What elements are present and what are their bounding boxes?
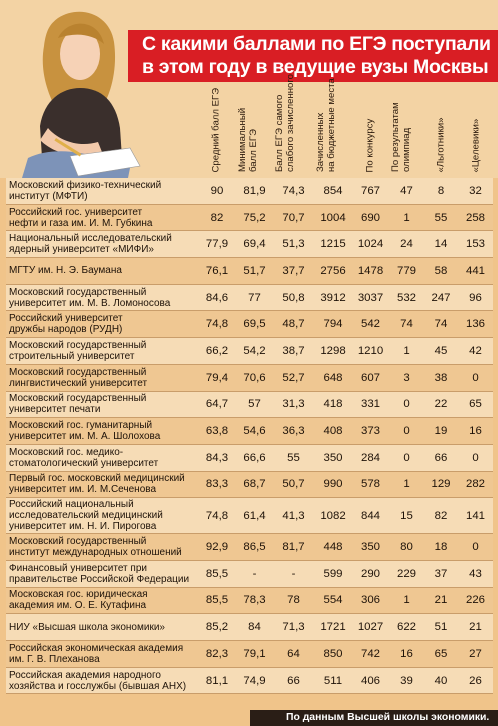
cell-olympiad: 74 bbox=[389, 311, 424, 338]
col-head-weakest-score: Балл ЕГЭ самого слабого зачисленного bbox=[274, 73, 296, 172]
cell-privileged: 129 bbox=[424, 471, 458, 498]
cell-budget-enrolled: 554 bbox=[314, 587, 352, 614]
cell-weakest-score: 50,8 bbox=[273, 284, 314, 311]
cell-budget-enrolled: 350 bbox=[314, 444, 352, 471]
cell-olympiad: 16 bbox=[389, 641, 424, 668]
col-head-budget-enrolled: Зачисленных на бюджетные места bbox=[315, 78, 337, 172]
cell-olympiad: 1 bbox=[389, 587, 424, 614]
cell-targeted: 65 bbox=[458, 391, 493, 418]
cell-targeted: 96 bbox=[458, 284, 493, 311]
cell-weakest-score: 50,7 bbox=[273, 471, 314, 498]
cell-olympiad: 779 bbox=[389, 258, 424, 285]
cell-weakest-score: 51,3 bbox=[273, 231, 314, 258]
cell-olympiad: 39 bbox=[389, 667, 424, 694]
university-name: Московский гос. медико- стоматологический университет bbox=[6, 444, 198, 471]
cell-avg-score: 76,1 bbox=[198, 258, 236, 285]
cell-by-contest: 1024 bbox=[352, 231, 389, 258]
cell-targeted: 258 bbox=[458, 204, 493, 231]
cell-privileged: 14 bbox=[424, 231, 458, 258]
cell-avg-score: 77,9 bbox=[198, 231, 236, 258]
table-row bbox=[6, 231, 493, 258]
cell-min-score: 69,4 bbox=[236, 231, 273, 258]
cell-budget-enrolled: 408 bbox=[314, 418, 352, 445]
cell-by-contest: 578 bbox=[352, 471, 389, 498]
university-name: Финансовый университет при правительстве Российской Федерации bbox=[6, 560, 198, 587]
cell-by-contest: 607 bbox=[352, 364, 389, 391]
cell-min-score: 84 bbox=[236, 614, 273, 641]
cell-olympiad: 1 bbox=[389, 471, 424, 498]
cell-targeted: 136 bbox=[458, 311, 493, 338]
cell-weakest-score: 37,7 bbox=[273, 258, 314, 285]
cell-avg-score: 74,8 bbox=[198, 311, 236, 338]
cell-min-score: 86,5 bbox=[236, 534, 273, 561]
cell-olympiad: 15 bbox=[389, 498, 424, 534]
table-row bbox=[6, 284, 493, 311]
university-name: Московский государственный институт международных отношений bbox=[6, 534, 198, 561]
col-head-privileged: «Льготники» bbox=[435, 117, 447, 172]
cell-min-score: 54,6 bbox=[236, 418, 273, 445]
cell-privileged: 40 bbox=[424, 667, 458, 694]
title-line-1: С какими баллами по ЕГЭ поступали bbox=[142, 33, 491, 55]
university-name: Российский национальный исследовательский медицинский университет им. Н. И. Пирогова bbox=[6, 498, 198, 534]
table-row bbox=[6, 560, 493, 587]
university-name: Московский государственный университет им. М. В. Ломоносова bbox=[6, 284, 198, 311]
cell-by-contest: 406 bbox=[352, 667, 389, 694]
cell-targeted: 42 bbox=[458, 338, 493, 365]
university-name: Российский гос. университет нефти и газа им. И. М. Губкина bbox=[6, 204, 198, 231]
cell-avg-score: 82,3 bbox=[198, 641, 236, 668]
table-row bbox=[6, 641, 493, 668]
table-row bbox=[6, 534, 493, 561]
cell-by-contest: 844 bbox=[352, 498, 389, 534]
table-row bbox=[6, 311, 493, 338]
table-row bbox=[6, 587, 493, 614]
university-name: НИУ «Высшая школа экономики» bbox=[6, 614, 198, 641]
cell-min-score: 75,2 bbox=[236, 204, 273, 231]
university-name: Московский государственный университет печати bbox=[6, 391, 198, 418]
cell-avg-score: 79,4 bbox=[198, 364, 236, 391]
cell-by-contest: 306 bbox=[352, 587, 389, 614]
cell-targeted: 141 bbox=[458, 498, 493, 534]
col-head-min-score: Минимальный балл ЕГЭ bbox=[237, 107, 259, 172]
cell-weakest-score: 70,7 bbox=[273, 204, 314, 231]
cell-by-contest: 542 bbox=[352, 311, 389, 338]
cell-by-contest: 1210 bbox=[352, 338, 389, 365]
cell-targeted: 153 bbox=[458, 231, 493, 258]
cell-privileged: 74 bbox=[424, 311, 458, 338]
col-head-olympiad: По результатам олимпиад bbox=[390, 102, 412, 172]
cell-olympiad: 24 bbox=[389, 231, 424, 258]
col-head-targeted: «Целевики» bbox=[470, 118, 482, 172]
table-row bbox=[6, 364, 493, 391]
table-row bbox=[6, 204, 493, 231]
cell-budget-enrolled: 1082 bbox=[314, 498, 352, 534]
table-row bbox=[6, 178, 493, 204]
cell-by-contest: 690 bbox=[352, 204, 389, 231]
cell-by-contest: 350 bbox=[352, 534, 389, 561]
cell-by-contest: 331 bbox=[352, 391, 389, 418]
title-line-2: в этом году в ведущие вузы Москвы bbox=[142, 56, 489, 78]
cell-targeted: 26 bbox=[458, 667, 493, 694]
cell-weakest-score: 55 bbox=[273, 444, 314, 471]
cell-min-score: 66,6 bbox=[236, 444, 273, 471]
table-row bbox=[6, 498, 493, 534]
table-row bbox=[6, 258, 493, 285]
cell-targeted: 441 bbox=[458, 258, 493, 285]
cell-min-score: 81,9 bbox=[236, 178, 273, 204]
cell-by-contest: 3037 bbox=[352, 284, 389, 311]
cell-olympiad: 47 bbox=[389, 178, 424, 204]
cell-weakest-score: 74,3 bbox=[273, 178, 314, 204]
cell-privileged: 82 bbox=[424, 498, 458, 534]
cell-avg-score: 85,5 bbox=[198, 587, 236, 614]
cell-by-contest: 1478 bbox=[352, 258, 389, 285]
cell-privileged: 65 bbox=[424, 641, 458, 668]
cell-avg-score: 81,1 bbox=[198, 667, 236, 694]
cell-weakest-score: 66 bbox=[273, 667, 314, 694]
cell-min-score: 51,7 bbox=[236, 258, 273, 285]
university-name: Московский гос. гуманитарный университет им. М. А. Шолохова bbox=[6, 418, 198, 445]
cell-privileged: 51 bbox=[424, 614, 458, 641]
table-row bbox=[6, 444, 493, 471]
cell-by-contest: 290 bbox=[352, 560, 389, 587]
col-head-avg-score: Средний балл ЕГЭ bbox=[210, 87, 222, 172]
cell-weakest-score: 36,3 bbox=[273, 418, 314, 445]
col-head-by-contest: По конкурсу bbox=[364, 118, 376, 172]
cell-budget-enrolled: 1004 bbox=[314, 204, 352, 231]
cell-weakest-score: 71,3 bbox=[273, 614, 314, 641]
cell-weakest-score: 78 bbox=[273, 587, 314, 614]
cell-min-score: 68,7 bbox=[236, 471, 273, 498]
university-name: Российская экономическая академия им. Г. В. Плеханова bbox=[6, 641, 198, 668]
cell-budget-enrolled: 648 bbox=[314, 364, 352, 391]
cell-avg-score: 74,8 bbox=[198, 498, 236, 534]
cell-min-score: 61,4 bbox=[236, 498, 273, 534]
university-name: Московский государственный лингвистический университет bbox=[6, 364, 198, 391]
table-row bbox=[6, 418, 493, 445]
cell-min-score: 79,1 bbox=[236, 641, 273, 668]
cell-min-score: 69,5 bbox=[236, 311, 273, 338]
cell-avg-score: 92,9 bbox=[198, 534, 236, 561]
cell-olympiad: 0 bbox=[389, 418, 424, 445]
university-name: Московский государственный строительный университет bbox=[6, 338, 198, 365]
cell-min-score: 54,2 bbox=[236, 338, 273, 365]
cell-by-contest: 1027 bbox=[352, 614, 389, 641]
university-name: Московская гос. юридическая академия им. О. Е. Кутафина bbox=[6, 587, 198, 614]
cell-min-score: - bbox=[236, 560, 273, 587]
cell-budget-enrolled: 2756 bbox=[314, 258, 352, 285]
cell-targeted: 282 bbox=[458, 471, 493, 498]
university-name: МГТУ им. Н. Э. Баумана bbox=[6, 258, 198, 285]
cell-targeted: 21 bbox=[458, 614, 493, 641]
cell-budget-enrolled: 1215 bbox=[314, 231, 352, 258]
cell-budget-enrolled: 794 bbox=[314, 311, 352, 338]
cell-avg-score: 82 bbox=[198, 204, 236, 231]
cell-budget-enrolled: 599 bbox=[314, 560, 352, 587]
cell-weakest-score: - bbox=[273, 560, 314, 587]
cell-budget-enrolled: 854 bbox=[314, 178, 352, 204]
cell-olympiad: 0 bbox=[389, 391, 424, 418]
cell-privileged: 19 bbox=[424, 418, 458, 445]
cell-weakest-score: 52,7 bbox=[273, 364, 314, 391]
cell-budget-enrolled: 448 bbox=[314, 534, 352, 561]
source-footer: По данным Высшей школы экономики. bbox=[250, 710, 498, 726]
table-row bbox=[6, 471, 493, 498]
cell-targeted: 32 bbox=[458, 178, 493, 204]
cell-olympiad: 622 bbox=[389, 614, 424, 641]
cell-budget-enrolled: 850 bbox=[314, 641, 352, 668]
cell-olympiad: 532 bbox=[389, 284, 424, 311]
cell-avg-score: 66,2 bbox=[198, 338, 236, 365]
cell-privileged: 8 bbox=[424, 178, 458, 204]
cell-privileged: 22 bbox=[424, 391, 458, 418]
cell-olympiad: 229 bbox=[389, 560, 424, 587]
university-name: Российский университет дружбы народов (РУДН) bbox=[6, 311, 198, 338]
university-name: Московский физико-технический институт (МФТИ) bbox=[6, 178, 198, 204]
cell-olympiad: 80 bbox=[389, 534, 424, 561]
cell-min-score: 77 bbox=[236, 284, 273, 311]
table-row bbox=[6, 614, 493, 641]
cell-weakest-score: 38,7 bbox=[273, 338, 314, 365]
cell-weakest-score: 41,3 bbox=[273, 498, 314, 534]
cell-weakest-score: 64 bbox=[273, 641, 314, 668]
cell-avg-score: 64,7 bbox=[198, 391, 236, 418]
cell-targeted: 27 bbox=[458, 641, 493, 668]
cell-privileged: 58 bbox=[424, 258, 458, 285]
cell-weakest-score: 31,3 bbox=[273, 391, 314, 418]
cell-by-contest: 284 bbox=[352, 444, 389, 471]
cell-privileged: 21 bbox=[424, 587, 458, 614]
cell-avg-score: 63,8 bbox=[198, 418, 236, 445]
cell-privileged: 38 bbox=[424, 364, 458, 391]
cell-targeted: 0 bbox=[458, 534, 493, 561]
cell-weakest-score: 48,7 bbox=[273, 311, 314, 338]
cell-avg-score: 85,5 bbox=[198, 560, 236, 587]
cell-by-contest: 373 bbox=[352, 418, 389, 445]
cell-budget-enrolled: 1298 bbox=[314, 338, 352, 365]
cell-avg-score: 84,6 bbox=[198, 284, 236, 311]
cell-targeted: 226 bbox=[458, 587, 493, 614]
cell-budget-enrolled: 3912 bbox=[314, 284, 352, 311]
universities-table bbox=[6, 178, 493, 694]
cell-avg-score: 84,3 bbox=[198, 444, 236, 471]
cell-privileged: 37 bbox=[424, 560, 458, 587]
table-row bbox=[6, 667, 493, 694]
cell-budget-enrolled: 511 bbox=[314, 667, 352, 694]
cell-privileged: 18 bbox=[424, 534, 458, 561]
cell-targeted: 0 bbox=[458, 364, 493, 391]
university-name: Первый гос. московский медицинский университет им. И. М.Сеченова bbox=[6, 471, 198, 498]
cell-avg-score: 85,2 bbox=[198, 614, 236, 641]
cell-olympiad: 1 bbox=[389, 204, 424, 231]
table-row bbox=[6, 391, 493, 418]
table-row bbox=[6, 338, 493, 365]
cell-min-score: 70,6 bbox=[236, 364, 273, 391]
cell-budget-enrolled: 418 bbox=[314, 391, 352, 418]
cell-min-score: 57 bbox=[236, 391, 273, 418]
cell-budget-enrolled: 990 bbox=[314, 471, 352, 498]
cell-olympiad: 3 bbox=[389, 364, 424, 391]
cell-targeted: 43 bbox=[458, 560, 493, 587]
cell-budget-enrolled: 1721 bbox=[314, 614, 352, 641]
cell-by-contest: 767 bbox=[352, 178, 389, 204]
cell-avg-score: 90 bbox=[198, 178, 236, 204]
cell-olympiad: 1 bbox=[389, 338, 424, 365]
cell-privileged: 45 bbox=[424, 338, 458, 365]
cell-by-contest: 742 bbox=[352, 641, 389, 668]
cell-privileged: 247 bbox=[424, 284, 458, 311]
cell-olympiad: 0 bbox=[389, 444, 424, 471]
cell-targeted: 0 bbox=[458, 444, 493, 471]
university-name: Национальный исследовательский ядерный университет «МИФИ» bbox=[6, 231, 198, 258]
cell-avg-score: 83,3 bbox=[198, 471, 236, 498]
cell-weakest-score: 81,7 bbox=[273, 534, 314, 561]
cell-targeted: 16 bbox=[458, 418, 493, 445]
cell-min-score: 78,3 bbox=[236, 587, 273, 614]
cell-min-score: 74,9 bbox=[236, 667, 273, 694]
university-name: Российская академия народного хозяйства и госслужбы (бывшая АНХ) bbox=[6, 667, 198, 694]
cell-privileged: 66 bbox=[424, 444, 458, 471]
cell-privileged: 55 bbox=[424, 204, 458, 231]
